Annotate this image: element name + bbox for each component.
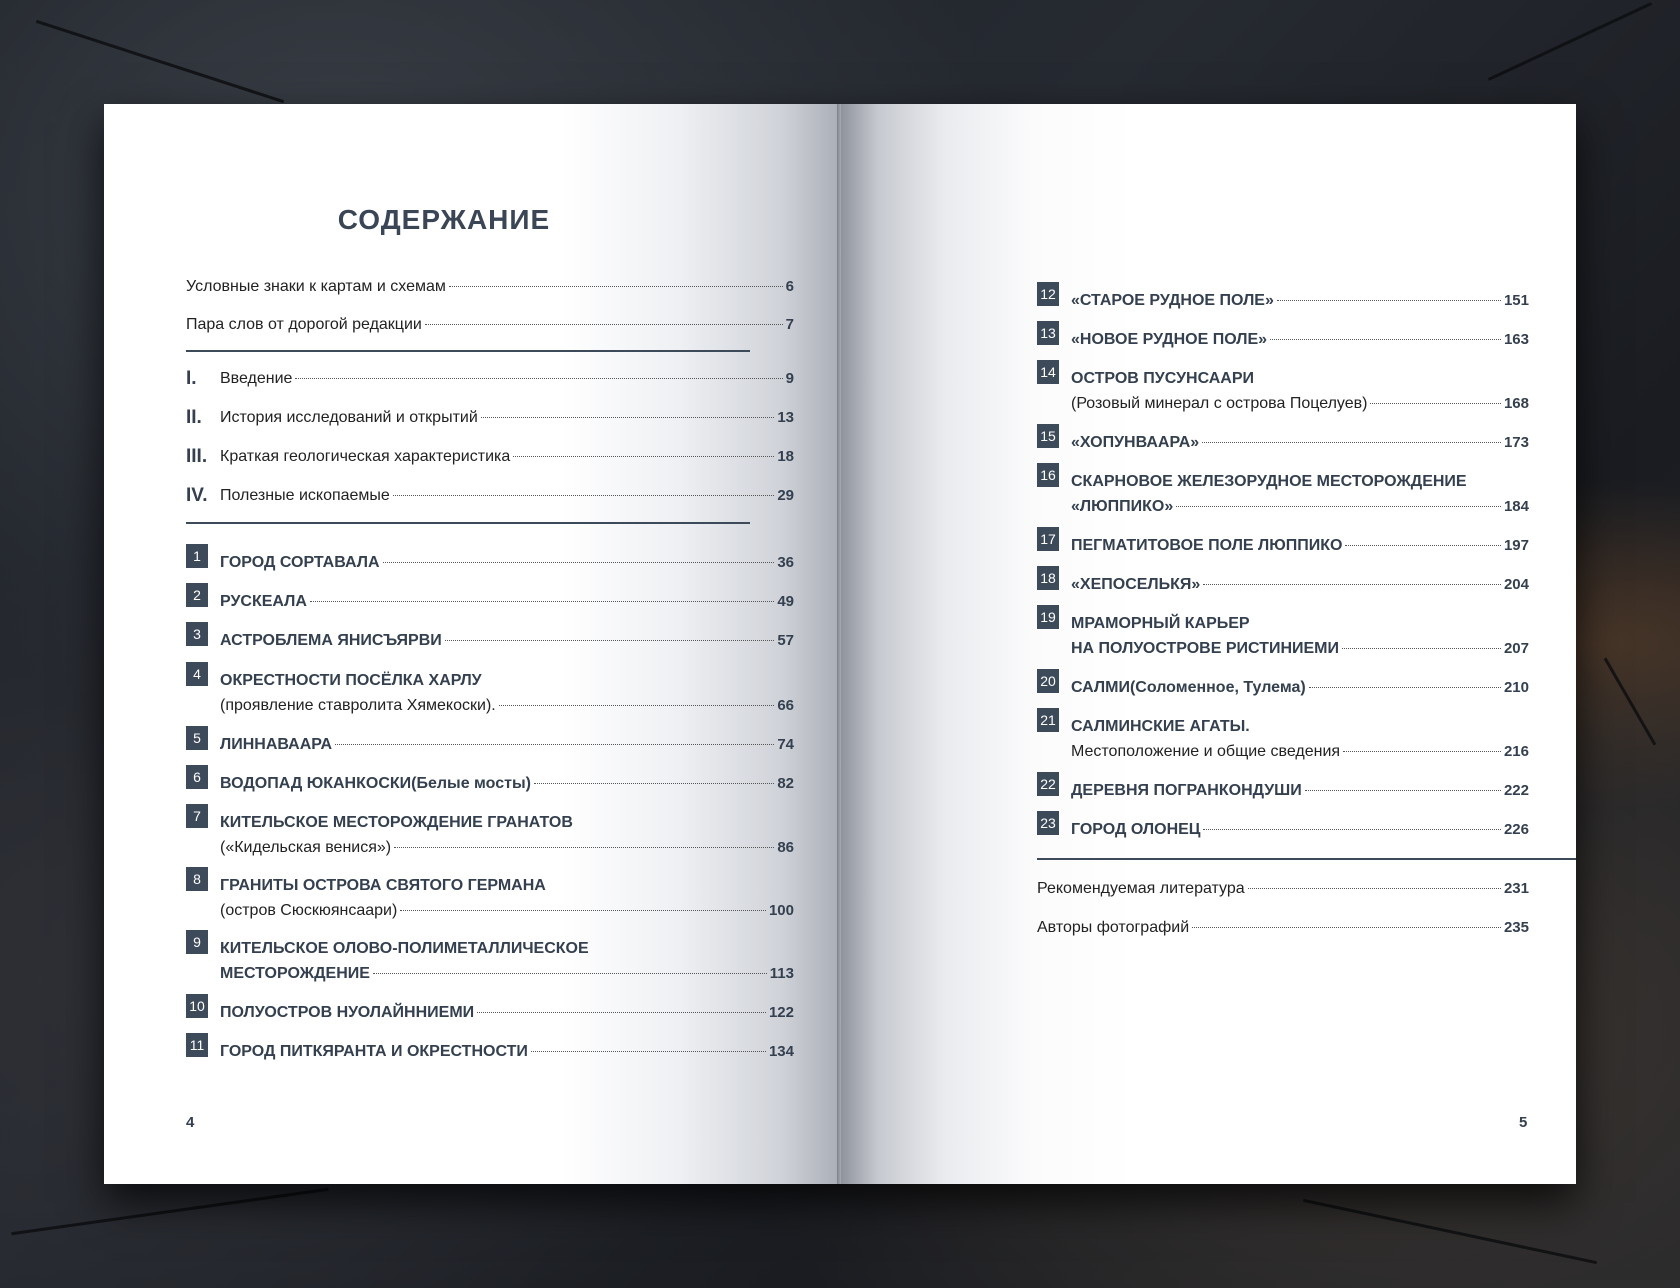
chapter-title[interactable]: СКАРНОВОЕ ЖЕЛЕЗОРУДНОЕ МЕСТОРОЖДЕНИЕ	[1071, 473, 1467, 490]
part-numeral: I.	[186, 368, 197, 389]
toc-entry-chapter-18[interactable]: «ХЕПОСЕЛЬКЯ» 204	[1071, 576, 1529, 593]
chapter-number-badge: 10	[186, 994, 208, 1018]
toc-entry-chapter-12[interactable]: «СТАРОЕ РУДНОЕ ПОЛЕ» 151	[1071, 292, 1529, 309]
chapter-number-badge: 17	[1037, 527, 1059, 551]
chapter-number-badge: 19	[1037, 605, 1059, 629]
toc-entry-chapter-9[interactable]: МЕСТОРОЖДЕНИЕ 113	[220, 965, 794, 982]
toc-entry-chapter-10[interactable]: ПОЛУОСТРОВ НУОЛАЙННИЕМИ 122	[220, 1004, 794, 1021]
divider	[1037, 858, 1576, 860]
chapter-number-badge: 11	[186, 1033, 208, 1057]
toc-entry-chapter-20[interactable]: САЛМИ (Соломенное, Тулема) 210	[1071, 679, 1529, 696]
chapter-number-badge: 16	[1037, 463, 1059, 487]
toc-entry-chapter-4[interactable]: (проявление ставролита Хямекоски). 66	[220, 697, 794, 714]
toc-title: СОДЕРЖАНИЕ	[337, 204, 551, 235]
chapter-number-badge: 15	[1037, 424, 1059, 448]
page-number-left: 4	[186, 1114, 195, 1131]
chapter-number-badge: 18	[1037, 566, 1059, 590]
toc-entry-chapter-14[interactable]: (Розовый минерал с острова Поцелуев) 168	[1071, 395, 1529, 412]
part-numeral: IV.	[186, 485, 208, 506]
toc-entry-part-2[interactable]: История исследований и открытий 13	[220, 409, 794, 426]
toc-entry-chapter-16[interactable]: «ЛЮППИКО» 184	[1071, 498, 1529, 515]
chapter-number-badge: 23	[1037, 811, 1059, 835]
toc-entry-chapter-19[interactable]: НА ПОЛУОСТРОВЕ РИСТИНИЕМИ 207	[1071, 640, 1529, 657]
chapter-number-badge: 2	[186, 583, 208, 607]
stone-crack	[1488, 2, 1652, 81]
stone-crack	[36, 20, 284, 103]
open-booklet	[104, 104, 1576, 1184]
chapter-number-badge: 6	[186, 765, 208, 789]
toc-entry-chapter-21[interactable]: Местоположение и общие сведения 216	[1071, 743, 1529, 760]
toc-entry-foreword[interactable]: Пара слов от дорогой редакции 7	[186, 316, 794, 333]
toc-entry-part-3[interactable]: Краткая геологическая характеристика 18	[220, 448, 794, 465]
toc-entry-chapter-22[interactable]: ДЕРЕВНЯ ПОГРАНКОНДУШИ 222	[1071, 782, 1529, 799]
toc-entry-chapter-5[interactable]: ЛИННАВААРА 74	[220, 736, 794, 753]
toc-entry-part-1[interactable]: Введение 9	[220, 370, 794, 387]
toc-entry-chapter-6[interactable]: ВОДОПАД ЮКАНКОСКИ (Белые мосты) 82	[220, 775, 794, 792]
chapter-title[interactable]: ОКРЕСТНОСТИ ПОСЁЛКА ХАРЛУ	[220, 672, 482, 689]
toc-entry-part-4[interactable]: Полезные ископаемые 29	[220, 487, 794, 504]
chapter-title[interactable]: МРАМОРНЫЙ КАРЬЕР	[1071, 615, 1250, 632]
toc-entry-chapter-23[interactable]: ГОРОД ОЛОНЕЦ 226	[1071, 821, 1529, 838]
toc-entry-chapter-7[interactable]: («Кидельская венися») 86	[220, 839, 794, 856]
toc-entry-chapter-11[interactable]: ГОРОД ПИТКЯРАНТА И ОКРЕСТНОСТИ 134	[220, 1043, 794, 1060]
chapter-number-badge: 21	[1037, 708, 1059, 732]
chapter-number-badge: 7	[186, 804, 208, 828]
divider	[186, 350, 750, 352]
left-page	[104, 104, 841, 1184]
toc-entry-literature[interactable]: Рекомендуемая литература 231	[1037, 880, 1529, 897]
chapter-number-badge: 4	[186, 662, 208, 686]
page-number-right: 5	[1519, 1114, 1528, 1131]
chapter-number-badge: 20	[1037, 669, 1059, 693]
toc-entry-chapter-13[interactable]: «НОВОЕ РУДНОЕ ПОЛЕ» 163	[1071, 331, 1529, 348]
right-page	[841, 104, 1576, 1184]
chapter-number-badge: 5	[186, 726, 208, 750]
chapter-number-badge: 3	[186, 622, 208, 646]
chapter-number-badge: 8	[186, 867, 208, 891]
chapter-title[interactable]: САЛМИНСКИЕ АГАТЫ.	[1071, 718, 1250, 735]
chapter-title[interactable]: КИТЕЛЬСКОЕ ОЛОВО-ПОЛИМЕТАЛЛИЧЕСКОЕ	[220, 940, 589, 957]
toc-entry-chapter-15[interactable]: «ХОПУНВААРА» 173	[1071, 434, 1529, 451]
chapter-title[interactable]: ОСТРОВ ПУСУНСААРИ	[1071, 370, 1255, 387]
toc-entry-photo-authors[interactable]: Авторы фотографий 235	[1037, 919, 1529, 936]
toc-entry-chapter-8[interactable]: (остров Сюскюянсаари) 100	[220, 902, 794, 919]
chapter-title[interactable]: ГРАНИТЫ ОСТРОВА СВЯТОГО ГЕРМАНА	[220, 877, 546, 894]
chapter-number-badge: 9	[186, 930, 208, 954]
chapter-number-badge: 12	[1037, 282, 1059, 306]
stone-crack	[11, 1188, 328, 1236]
chapter-title[interactable]: КИТЕЛЬСКОЕ МЕСТОРОЖДЕНИЕ ГРАНАТОВ	[220, 814, 573, 831]
toc-entry-chapter-17[interactable]: ПЕГМАТИТОВОЕ ПОЛЕ ЛЮППИКО 197	[1071, 537, 1529, 554]
part-numeral: II.	[186, 407, 202, 428]
toc-entry-chapter-3[interactable]: АСТРОБЛЕМА ЯНИСЪЯРВИ 57	[220, 632, 794, 649]
stone-crack	[1604, 657, 1657, 745]
chapter-number-badge: 13	[1037, 321, 1059, 345]
divider	[186, 522, 750, 524]
part-numeral: III.	[186, 446, 208, 467]
chapter-number-badge: 14	[1037, 360, 1059, 384]
chapter-number-badge: 22	[1037, 772, 1059, 796]
stone-crack	[1303, 1199, 1597, 1264]
toc-entry-chapter-2[interactable]: РУСКЕАЛА 49	[220, 593, 794, 610]
toc-entry-chapter-1[interactable]: ГОРОД СОРТАВАЛА 36	[220, 554, 794, 571]
chapter-number-badge: 1	[186, 544, 208, 568]
toc-entry-legend[interactable]: Условные знаки к картам и схемам 6	[186, 278, 794, 295]
